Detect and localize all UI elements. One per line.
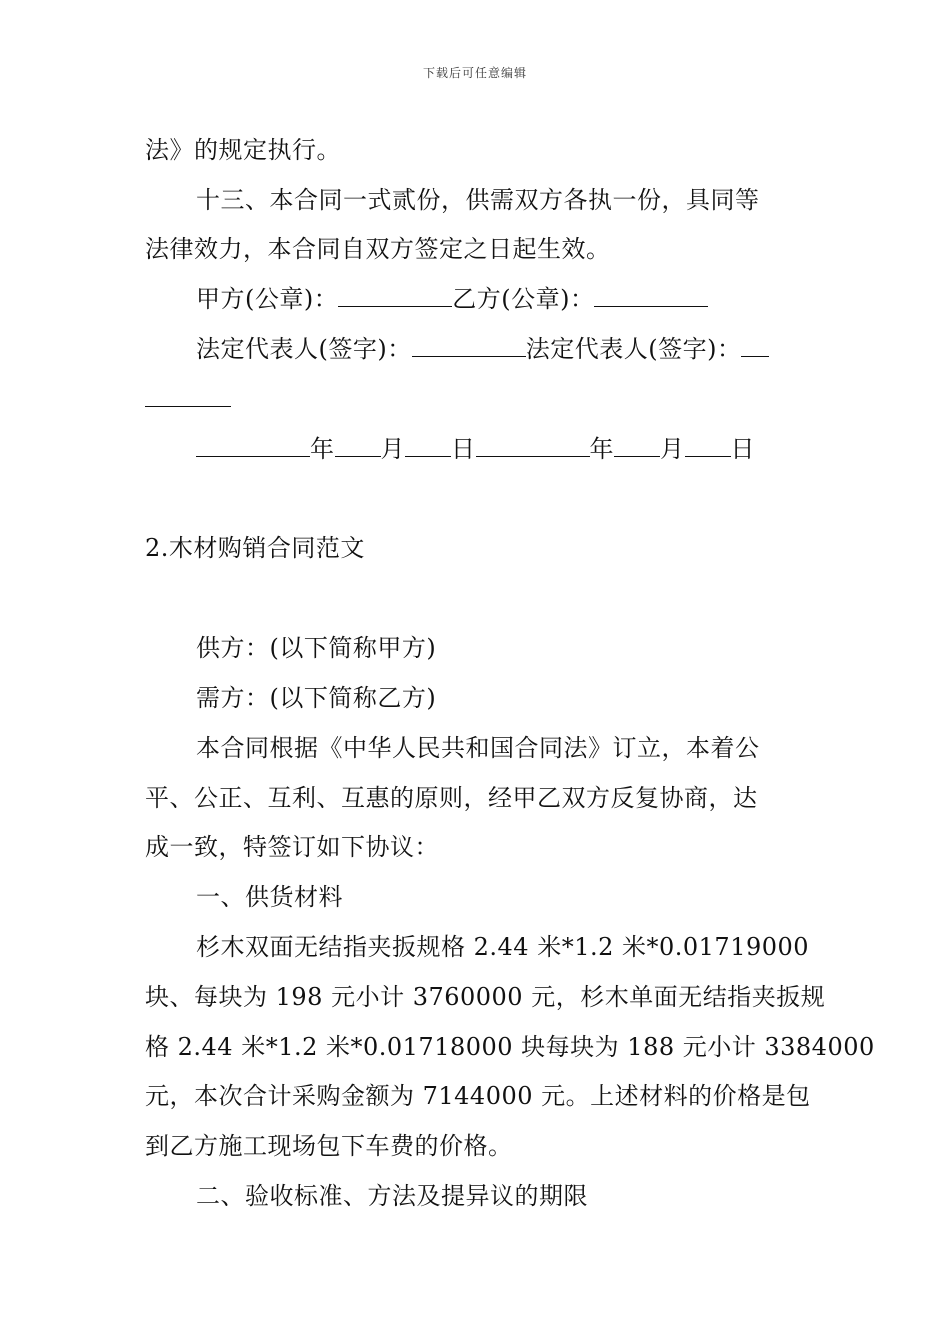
party-a-seal-blank[interactable]	[338, 284, 452, 307]
item-1-heading: 一、供货材料	[196, 883, 343, 911]
clause-13-line: 十三、本合同一式贰份，供需双方各执一份，具同等	[196, 186, 760, 214]
page-header: 下载后可任意编辑	[422, 66, 527, 80]
intro-line: 平、公正、互利、互惠的原则，经甲乙双方反复协商，达	[145, 784, 758, 812]
day-a-label: 日	[451, 435, 476, 463]
day-a-blank[interactable]	[405, 434, 451, 457]
clause-13-line: 法律效力，本合同自双方签定之日起生效。	[145, 235, 611, 263]
item-1-line: 到乙方施工现场包下车费的价格。	[145, 1132, 513, 1160]
item-2-heading: 二、验收标准、方法及提异议的期限	[196, 1182, 588, 1210]
intro-line: 成一致，特签订如下协议：	[145, 833, 439, 861]
year-a-blank[interactable]	[196, 434, 310, 457]
item-1-line: 元，本次合计采购金额为 7144000 元。上述材料的价格是包	[145, 1082, 811, 1110]
rep-b-label: 法定代表人(签字)：	[525, 335, 742, 363]
rep-b-blank[interactable]	[741, 334, 769, 357]
party-a-seal-label: 甲方(公章)：	[196, 285, 339, 313]
date-line	[196, 434, 866, 464]
body-line: 法》的规定执行。	[145, 136, 341, 164]
year-b-blank[interactable]	[476, 434, 590, 457]
seal-line	[196, 284, 866, 314]
item-1-line: 格 2.44 米*1.2 米*0.01718000 块每块为 188 元小计 3384000	[145, 1033, 875, 1061]
supplier-line: 供方：(以下简称甲方)	[196, 634, 437, 662]
rep-a-blank[interactable]	[412, 334, 526, 357]
day-b-label: 日	[730, 435, 755, 463]
rep-a-label: 法定代表人(签字)：	[196, 335, 412, 363]
month-b-blank[interactable]	[614, 434, 660, 457]
month-a-label: 月	[380, 435, 405, 463]
signature-line-continued	[145, 384, 815, 414]
month-b-label: 月	[660, 435, 685, 463]
buyer-line: 需方：(以下简称乙方)	[196, 684, 437, 712]
section-title: 2.木材购销合同范文	[145, 534, 365, 562]
year-a-label: 年	[310, 435, 335, 463]
rep-b-blank-continued[interactable]	[145, 384, 231, 407]
item-1-line: 块、每块为 198 元小计 3760000 元，杉木单面无结指夹扳规	[145, 983, 826, 1011]
signature-line	[196, 334, 866, 364]
item-1-line: 杉木双面无结指夹扳规格 2.44 米*1.2 米*0.01719000	[196, 933, 810, 961]
party-b-seal-label: 乙方(公章)：	[452, 285, 595, 313]
party-b-seal-blank[interactable]	[594, 284, 708, 307]
year-b-label: 年	[589, 435, 614, 463]
month-a-blank[interactable]	[335, 434, 381, 457]
intro-line: 本合同根据《中华人民共和国合同法》订立，本着公	[196, 734, 760, 762]
day-b-blank[interactable]	[685, 434, 731, 457]
